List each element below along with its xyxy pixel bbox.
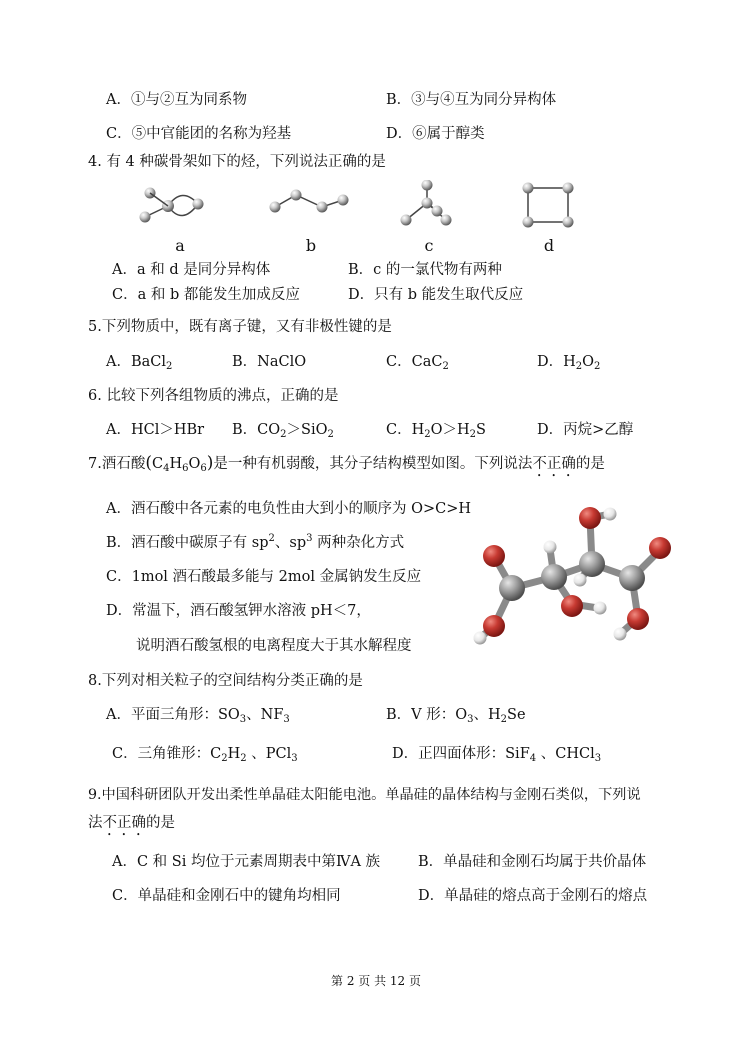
q3-option-c: C．⑤中官能团的名称为羟基 [106, 126, 292, 142]
skeleton-b [270, 190, 349, 213]
q5-option-b: B．NaClO [232, 354, 307, 370]
skeleton-c [401, 180, 452, 226]
skeleton-label-d: d [543, 236, 555, 255]
q5-option-d: D．$H_2O_2$ [537, 354, 601, 372]
q3-option-a: A．①与②互为同系物 [106, 92, 247, 108]
q5-option-a: A．BaCl$_2$ [106, 354, 173, 372]
q5-option-c: C．CaC$_2$ [386, 354, 449, 372]
q4-option-a: A．a 和 d 是同分异构体 [112, 262, 271, 278]
q4-option-d: D．只有 b 能发生取代反应 [348, 287, 524, 303]
carbon-skeleton-figures [130, 180, 590, 230]
q6-option-d: D．丙烷>乙醇 [537, 422, 634, 438]
q4-stem: 4. 有 4 种碳骨架如下的烃，下列说法正确的是 [88, 154, 386, 170]
skeleton-label-c: c [424, 236, 434, 255]
skeleton-label-b: b [305, 236, 317, 255]
tartaric-acid-model [470, 498, 690, 658]
q9-option-a: A．C 和 Si 均位于元素周期表中第ⅣA 族 [112, 854, 381, 870]
q9-stem-line2: 法不正确的是 [88, 815, 175, 831]
q7-option-d-continued: 说明酒石酸氢根的电离程度大于其水解程度 [136, 638, 412, 654]
page-footer: 第 2 页 共 12 页 [331, 974, 421, 988]
skeleton-label-a: a [175, 236, 185, 255]
q5-stem: 5.下列物质中，既有离子键，又有非极性键的是 [88, 319, 392, 335]
q6-option-a: A．HCl＞HBr [106, 422, 205, 438]
q6-option-c: C．$H_2O>H_2S$ [386, 422, 486, 440]
q7-stem: 7.酒石酸$(C_4H_6O_6)$是一种有机弱酸，其分子结构模型如图。下列说法不正确的是 [88, 453, 605, 474]
q7-option-c: C．1mol 酒石酸最多能与 2mol 金属钠发生反应 [106, 569, 422, 585]
skeleton-a [140, 188, 204, 223]
q9-option-b: B．单晶硅和金刚石均属于共价晶体 [418, 854, 647, 870]
q4-option-c: C．a 和 b 都能发生加成反应 [112, 287, 300, 303]
q9-stem-line1: 9.中国科研团队开发出柔性单晶硅太阳能电池。单晶硅的晶体结构与金刚石类似，下列说 [88, 787, 641, 803]
q6-option-b: B．$CO_2>SiO_2$ [232, 422, 334, 440]
q7-option-a: A．酒石酸中各元素的电负性由大到小的顺序为 O>C>H [106, 501, 472, 517]
skeleton-d [523, 183, 574, 228]
q8-option-b: B．V 形：$O_3$、$H_2Se$ [386, 707, 526, 725]
q4-option-b: B．c 的一氯代物有两种 [348, 262, 502, 278]
q8-option-a: A．平面三角形：$SO_3$、$NF_3$ [106, 707, 290, 725]
q7-option-b: B．酒石酸中碳原子有 $sp^2$、$sp^3$ 两种杂化方式 [106, 533, 405, 551]
q8-stem: 8.下列对相关粒子的空间结构分类正确的是 [88, 673, 363, 689]
q6-stem: 6. 比较下列各组物质的沸点，正确的是 [88, 388, 339, 404]
q7-option-d: D．常温下，酒石酸氢钾水溶液 pH＜7， [106, 603, 371, 619]
q8-option-c: C．三角锥形：$C_2H_2$ 、PCl$_3$ [112, 746, 298, 764]
q3-option-b: B．③与④互为同分异构体 [386, 92, 557, 108]
q9-option-d: D．单晶硅的熔点高于金刚石的熔点 [418, 888, 648, 904]
q9-option-c: C．单晶硅和金刚石中的键角均相同 [112, 888, 341, 904]
q8-option-d: D．正四面体形：SiF$_4$ 、CHCl$_3$ [392, 746, 602, 764]
q3-option-d: D．⑥属于醇类 [386, 126, 485, 142]
